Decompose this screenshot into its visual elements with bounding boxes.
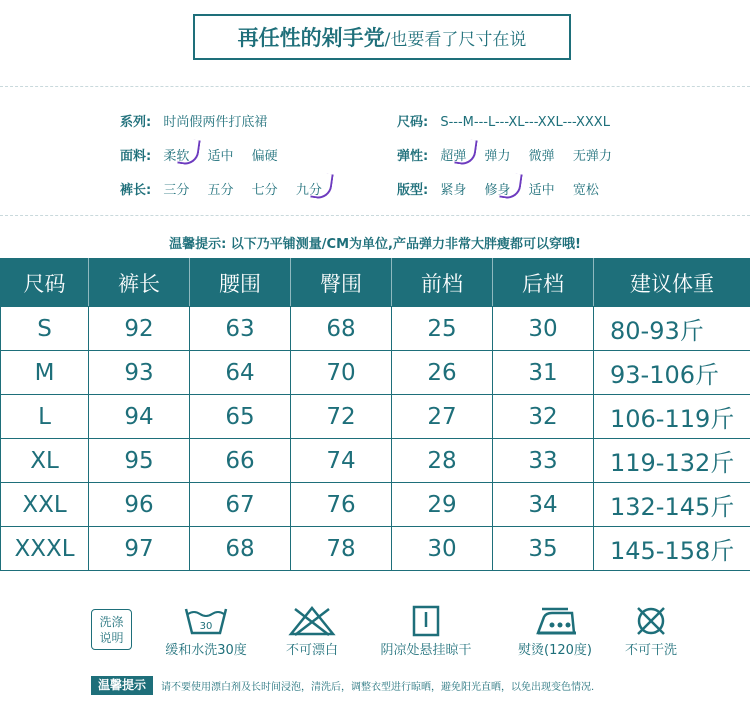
elastic-row: [397, 145, 626, 164]
table-cell: 63: [190, 307, 291, 351]
column-header: 臀围: [291, 259, 392, 307]
care-item-iron: [508, 605, 602, 658]
fabric-key: 面料:: [120, 149, 152, 164]
size-row: [397, 111, 610, 130]
table-row: [1, 439, 750, 483]
column-header: 尺码: [1, 259, 89, 307]
table-cell: 68: [291, 307, 392, 351]
table-cell: 29: [392, 483, 493, 527]
care-caption: 不可漂白: [285, 643, 338, 658]
table-cell: 31: [493, 351, 594, 395]
fabric-option: 适中: [207, 149, 234, 164]
column-header: 裤长: [89, 259, 190, 307]
elastic-option: 无弹力: [572, 149, 612, 164]
fabric-row: [120, 145, 292, 164]
table-cell: L: [1, 395, 89, 439]
table-cell: 64: [190, 351, 291, 395]
table-cell: 74: [291, 439, 392, 483]
table-cell: 93: [89, 351, 190, 395]
table-cell: 33: [493, 439, 594, 483]
care-caption: 熨烫(120度): [518, 643, 592, 658]
care-caption: 阴凉处悬挂晾干: [380, 643, 472, 658]
fit-option: 紧身: [440, 183, 467, 198]
table-cell: 96: [89, 483, 190, 527]
table-row: [1, 527, 750, 571]
fit-option: 修身: [485, 179, 511, 198]
table-cell: 28: [392, 439, 493, 483]
care-caption: 不可干洗: [624, 643, 677, 658]
column-header: 前档: [392, 259, 493, 307]
table-cell: 65: [190, 395, 291, 439]
warm-tip-badge: 温馨提示: [91, 676, 153, 695]
length-option: 五分: [207, 183, 234, 198]
table-cell: S: [1, 307, 89, 351]
table-cell: 25: [392, 307, 493, 351]
care-item-dry: [366, 605, 486, 658]
size-table: [0, 258, 750, 571]
table-cell: 106-119斤: [594, 395, 750, 439]
table-cell: 145-158斤: [594, 527, 750, 571]
length-option: 三分: [163, 183, 190, 198]
care-item-dryclean: [614, 605, 688, 658]
elastic-option: 超弹: [440, 145, 466, 164]
size-value: S---M---L---XL---XXL---XXXL: [440, 115, 610, 130]
table-row: [1, 307, 750, 351]
table-cell: 70: [291, 351, 392, 395]
title-rest: /也要看了尺寸在说: [384, 29, 527, 50]
product-info: [0, 86, 750, 216]
iron-120-icon: [530, 605, 580, 637]
table-cell: 30: [493, 307, 594, 351]
measure-notice: 温馨提示: 以下乃平铺测量/CM为单位,产品弹力非常大胖瘦都可以穿哦!: [169, 237, 581, 252]
table-cell: M: [1, 351, 89, 395]
table-cell: 30: [392, 527, 493, 571]
column-header: 腰围: [190, 259, 291, 307]
table-cell: 80-93斤: [594, 307, 750, 351]
size-key: 尺码:: [397, 115, 429, 130]
fabric-option: 偏硬: [251, 149, 278, 164]
table-cell: 95: [89, 439, 190, 483]
series-value: 时尚假两件打底裙: [163, 115, 268, 130]
table-cell: 67: [190, 483, 291, 527]
fit-option: 宽松: [572, 183, 599, 198]
table-cell: XXXL: [1, 527, 89, 571]
title-strong: 再任性的剁手党: [237, 26, 385, 50]
table-cell: 93-106斤: [594, 351, 750, 395]
table-cell: 27: [392, 395, 493, 439]
table-cell: 92: [89, 307, 190, 351]
length-row: [120, 179, 336, 198]
warm-tip-text: 请不要使用漂白剂及长时间浸泡，清洗后，调整衣型进行晾晒，避免阳光直晒，以免出现变色情况.: [161, 682, 595, 693]
table-cell: 78: [291, 527, 392, 571]
table-cell: 97: [89, 527, 190, 571]
table-row: [1, 483, 750, 527]
table-header-row: [1, 259, 750, 307]
length-option: 七分: [251, 183, 278, 198]
fit-option: 适中: [528, 183, 555, 198]
elastic-option: 微弹: [528, 149, 555, 164]
care-item-bleach: [272, 605, 352, 658]
table-cell: 32: [493, 395, 594, 439]
table-cell: XXL: [1, 483, 89, 527]
page-title: [193, 14, 571, 60]
length-option: 九分: [296, 179, 322, 198]
column-header: 后档: [493, 259, 594, 307]
table-cell: 68: [190, 527, 291, 571]
table-cell: 94: [89, 395, 190, 439]
table-cell: XL: [1, 439, 89, 483]
wash-30-icon: [182, 605, 230, 637]
table-row: [1, 351, 750, 395]
table-cell: 26: [392, 351, 493, 395]
care-caption: 缓和水洗30度: [165, 643, 247, 658]
elastic-key: 弹性:: [397, 149, 429, 164]
series-row: [120, 111, 267, 130]
care-label: [91, 609, 132, 650]
hang-dry-shade-icon: [411, 605, 441, 637]
fit-row: [397, 179, 613, 198]
wash-temp-text: 30: [199, 621, 213, 632]
table-cell: 66: [190, 439, 291, 483]
table-cell: 35: [493, 527, 594, 571]
table-cell: 132-145斤: [594, 483, 750, 527]
no-dry-clean-icon: [634, 605, 668, 637]
elastic-option: 弹力: [484, 149, 511, 164]
table-cell: 119-132斤: [594, 439, 750, 483]
table-cell: 34: [493, 483, 594, 527]
series-key: 系列:: [120, 115, 152, 130]
length-key: 裤长:: [120, 183, 152, 198]
care-item-wash: [150, 605, 262, 658]
care-label-text: 洗涤说明: [99, 614, 124, 645]
column-header: 建议体重: [594, 259, 750, 307]
no-bleach-icon: [287, 605, 337, 637]
table-row: [1, 395, 750, 439]
table-cell: 76: [291, 483, 392, 527]
fabric-option: 柔软: [163, 145, 189, 164]
fit-key: 版型:: [397, 183, 429, 198]
table-cell: 72: [291, 395, 392, 439]
